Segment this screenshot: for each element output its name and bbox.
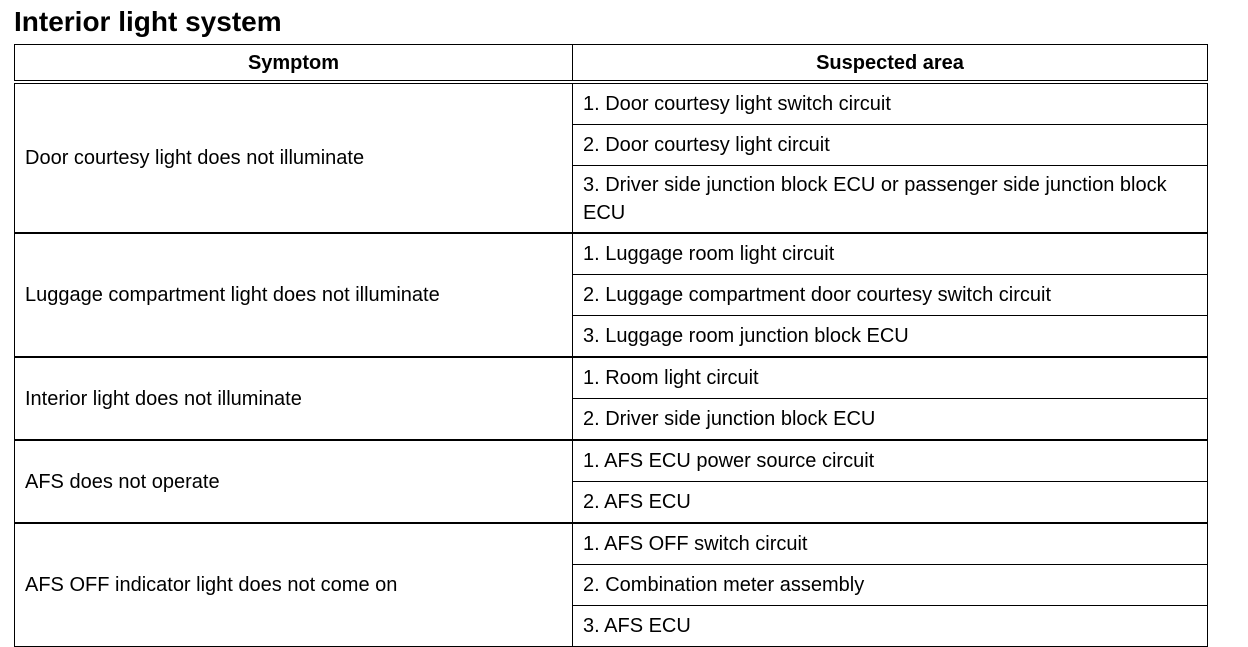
suspected-area-cell: 2. Combination meter assembly — [573, 565, 1208, 606]
table-row — [15, 357, 1208, 399]
page-title: Interior light system — [14, 6, 282, 37]
symptom-cell: Luggage compartment light does not illuminate — [15, 233, 573, 357]
suspected-area-cell: 3. Driver side junction block ECU or passenger side junction block ECU — [573, 166, 1208, 234]
suspected-area-cell: 1. Luggage room light circuit — [573, 233, 1208, 275]
table-row — [15, 233, 1208, 275]
symptom-table — [14, 44, 1208, 647]
suspected-area-cell: 1. AFS ECU power source circuit — [573, 440, 1208, 482]
table-row — [15, 440, 1208, 482]
column-header-suspected-area: Suspected area — [573, 45, 1208, 83]
suspected-area-cell: 1. Door courtesy light switch circuit — [573, 82, 1208, 125]
suspected-area-cell: 2. Luggage compartment door courtesy switch circuit — [573, 275, 1208, 316]
symptom-cell: Interior light does not illuminate — [15, 357, 573, 440]
suspected-area-cell: 3. AFS ECU — [573, 606, 1208, 647]
suspected-area-cell: 2. AFS ECU — [573, 482, 1208, 524]
symptom-cell: AFS does not operate — [15, 440, 573, 523]
suspected-area-cell: 1. Room light circuit — [573, 357, 1208, 399]
suspected-area-cell: 1. AFS OFF switch circuit — [573, 523, 1208, 565]
suspected-area-cell: 2. Driver side junction block ECU — [573, 399, 1208, 441]
column-header-symptom: Symptom — [15, 45, 573, 83]
table-header-row — [15, 45, 1208, 83]
suspected-area-cell: 2. Door courtesy light circuit — [573, 125, 1208, 166]
suspected-area-cell: 3. Luggage room junction block ECU — [573, 316, 1208, 358]
symptom-cell: Door courtesy light does not illuminate — [15, 82, 573, 233]
symptom-cell: AFS OFF indicator light does not come on — [15, 523, 573, 647]
table-row — [15, 523, 1208, 565]
table-row — [15, 82, 1208, 125]
